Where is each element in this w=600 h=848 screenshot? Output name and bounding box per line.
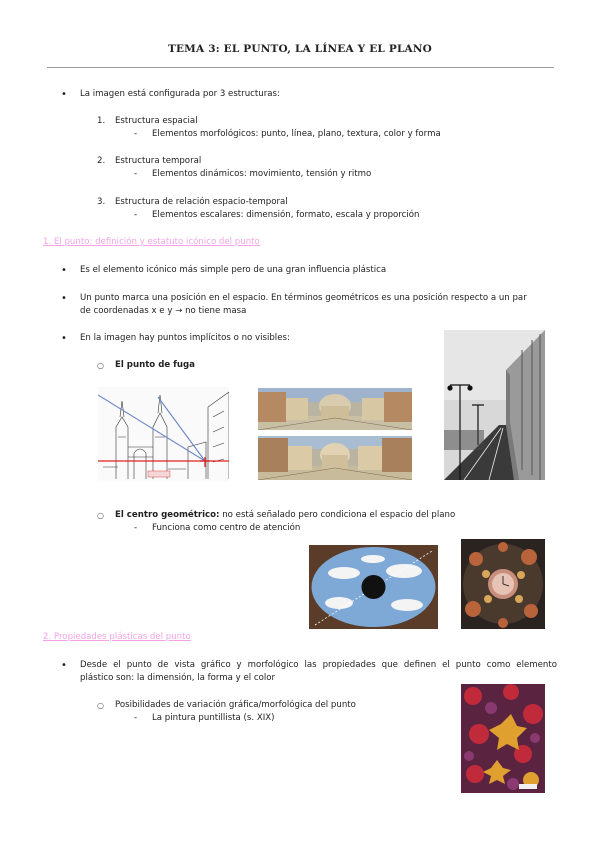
dash: -: [134, 713, 138, 723]
list-number: 1.: [97, 116, 106, 126]
dash: -: [134, 169, 138, 179]
list-item: Estructura espacial: [115, 116, 198, 126]
list-subitem: Funciona como centro de atención: [152, 523, 301, 533]
list-number: 2.: [97, 156, 106, 166]
fisheye-watch-photo-image: [461, 539, 545, 629]
intro-text: La imagen está configurada por 3 estructuras:: [80, 89, 280, 99]
dash: -: [134, 523, 138, 533]
list-subitem: Elementos morfológicos: punto, línea, plano, textura, color y forma: [152, 129, 441, 139]
list-item: Posibilidades de variación gráfica/morfológica del punto: [115, 700, 356, 710]
bullet: •: [61, 293, 67, 304]
bullet-text: plástico son: la dimensión, la forma y el color: [80, 673, 276, 683]
page-title: TEMA 3: EL PUNTO, LA LÍNEA Y EL PLANO: [167, 43, 433, 55]
bullet-text: Es el elemento icónico más simple pero de una gran influencia plástica: [80, 265, 387, 275]
ideal-city-painting-image: [258, 436, 412, 480]
bullet-text: Un punto marca una posición en el espacio. En términos geométricos es una posición respecto a un par: [80, 293, 527, 303]
list-item: Estructura de relación espacio-temporal: [115, 197, 288, 207]
centro-rest: no está señalado pero condiciona el espacio del plano: [219, 510, 456, 520]
list-subitem: Elementos escalares: dimensión, formato, escala y proporción: [152, 210, 420, 220]
dash: -: [134, 210, 138, 220]
list-number: 3.: [97, 197, 106, 207]
circle-bullet: ○: [97, 701, 104, 710]
circle-bullet: ○: [97, 511, 104, 520]
list-subitem: Elementos dinámicos: movimiento, tensión y ritmo: [152, 169, 372, 179]
bullet: •: [61, 660, 67, 671]
subheading-fuga: El punto de fuga: [115, 360, 195, 370]
vanishing-point-sketch-image: [98, 387, 229, 481]
ideal-city-painting-image: [258, 388, 412, 430]
centro-text: [115, 509, 455, 522]
dash: -: [134, 129, 138, 139]
bullet: •: [61, 333, 67, 344]
pointillist-leaves-painting-image: [461, 684, 545, 793]
centro-bold-label: El centro geométrico:: [115, 510, 220, 520]
list-subitem: La pintura puntillista (s. XIX): [152, 713, 275, 723]
bullet-text: En la imagen hay puntos implícitos o no visibles:: [80, 333, 290, 343]
section-heading[interactable]: 1. El punto: definición y estatuto icónico del punto: [43, 237, 260, 247]
circle-bullet: ○: [97, 361, 104, 370]
bullet-text: Desde el punto de vista gráfico y morfológico las propiedades que definen el punto como elemento: [80, 660, 557, 670]
sky-sphere-painting-image: [309, 545, 438, 629]
section-heading[interactable]: 2. Propiedades plásticas del punto: [43, 632, 191, 642]
bullet-text: de coordenadas x e y → no tiene masa: [80, 306, 247, 316]
street-perspective-photo-image: [444, 330, 545, 480]
bullet: •: [61, 265, 67, 276]
title-divider: [47, 67, 554, 68]
list-item: Estructura temporal: [115, 156, 202, 166]
bullet: •: [61, 89, 67, 100]
